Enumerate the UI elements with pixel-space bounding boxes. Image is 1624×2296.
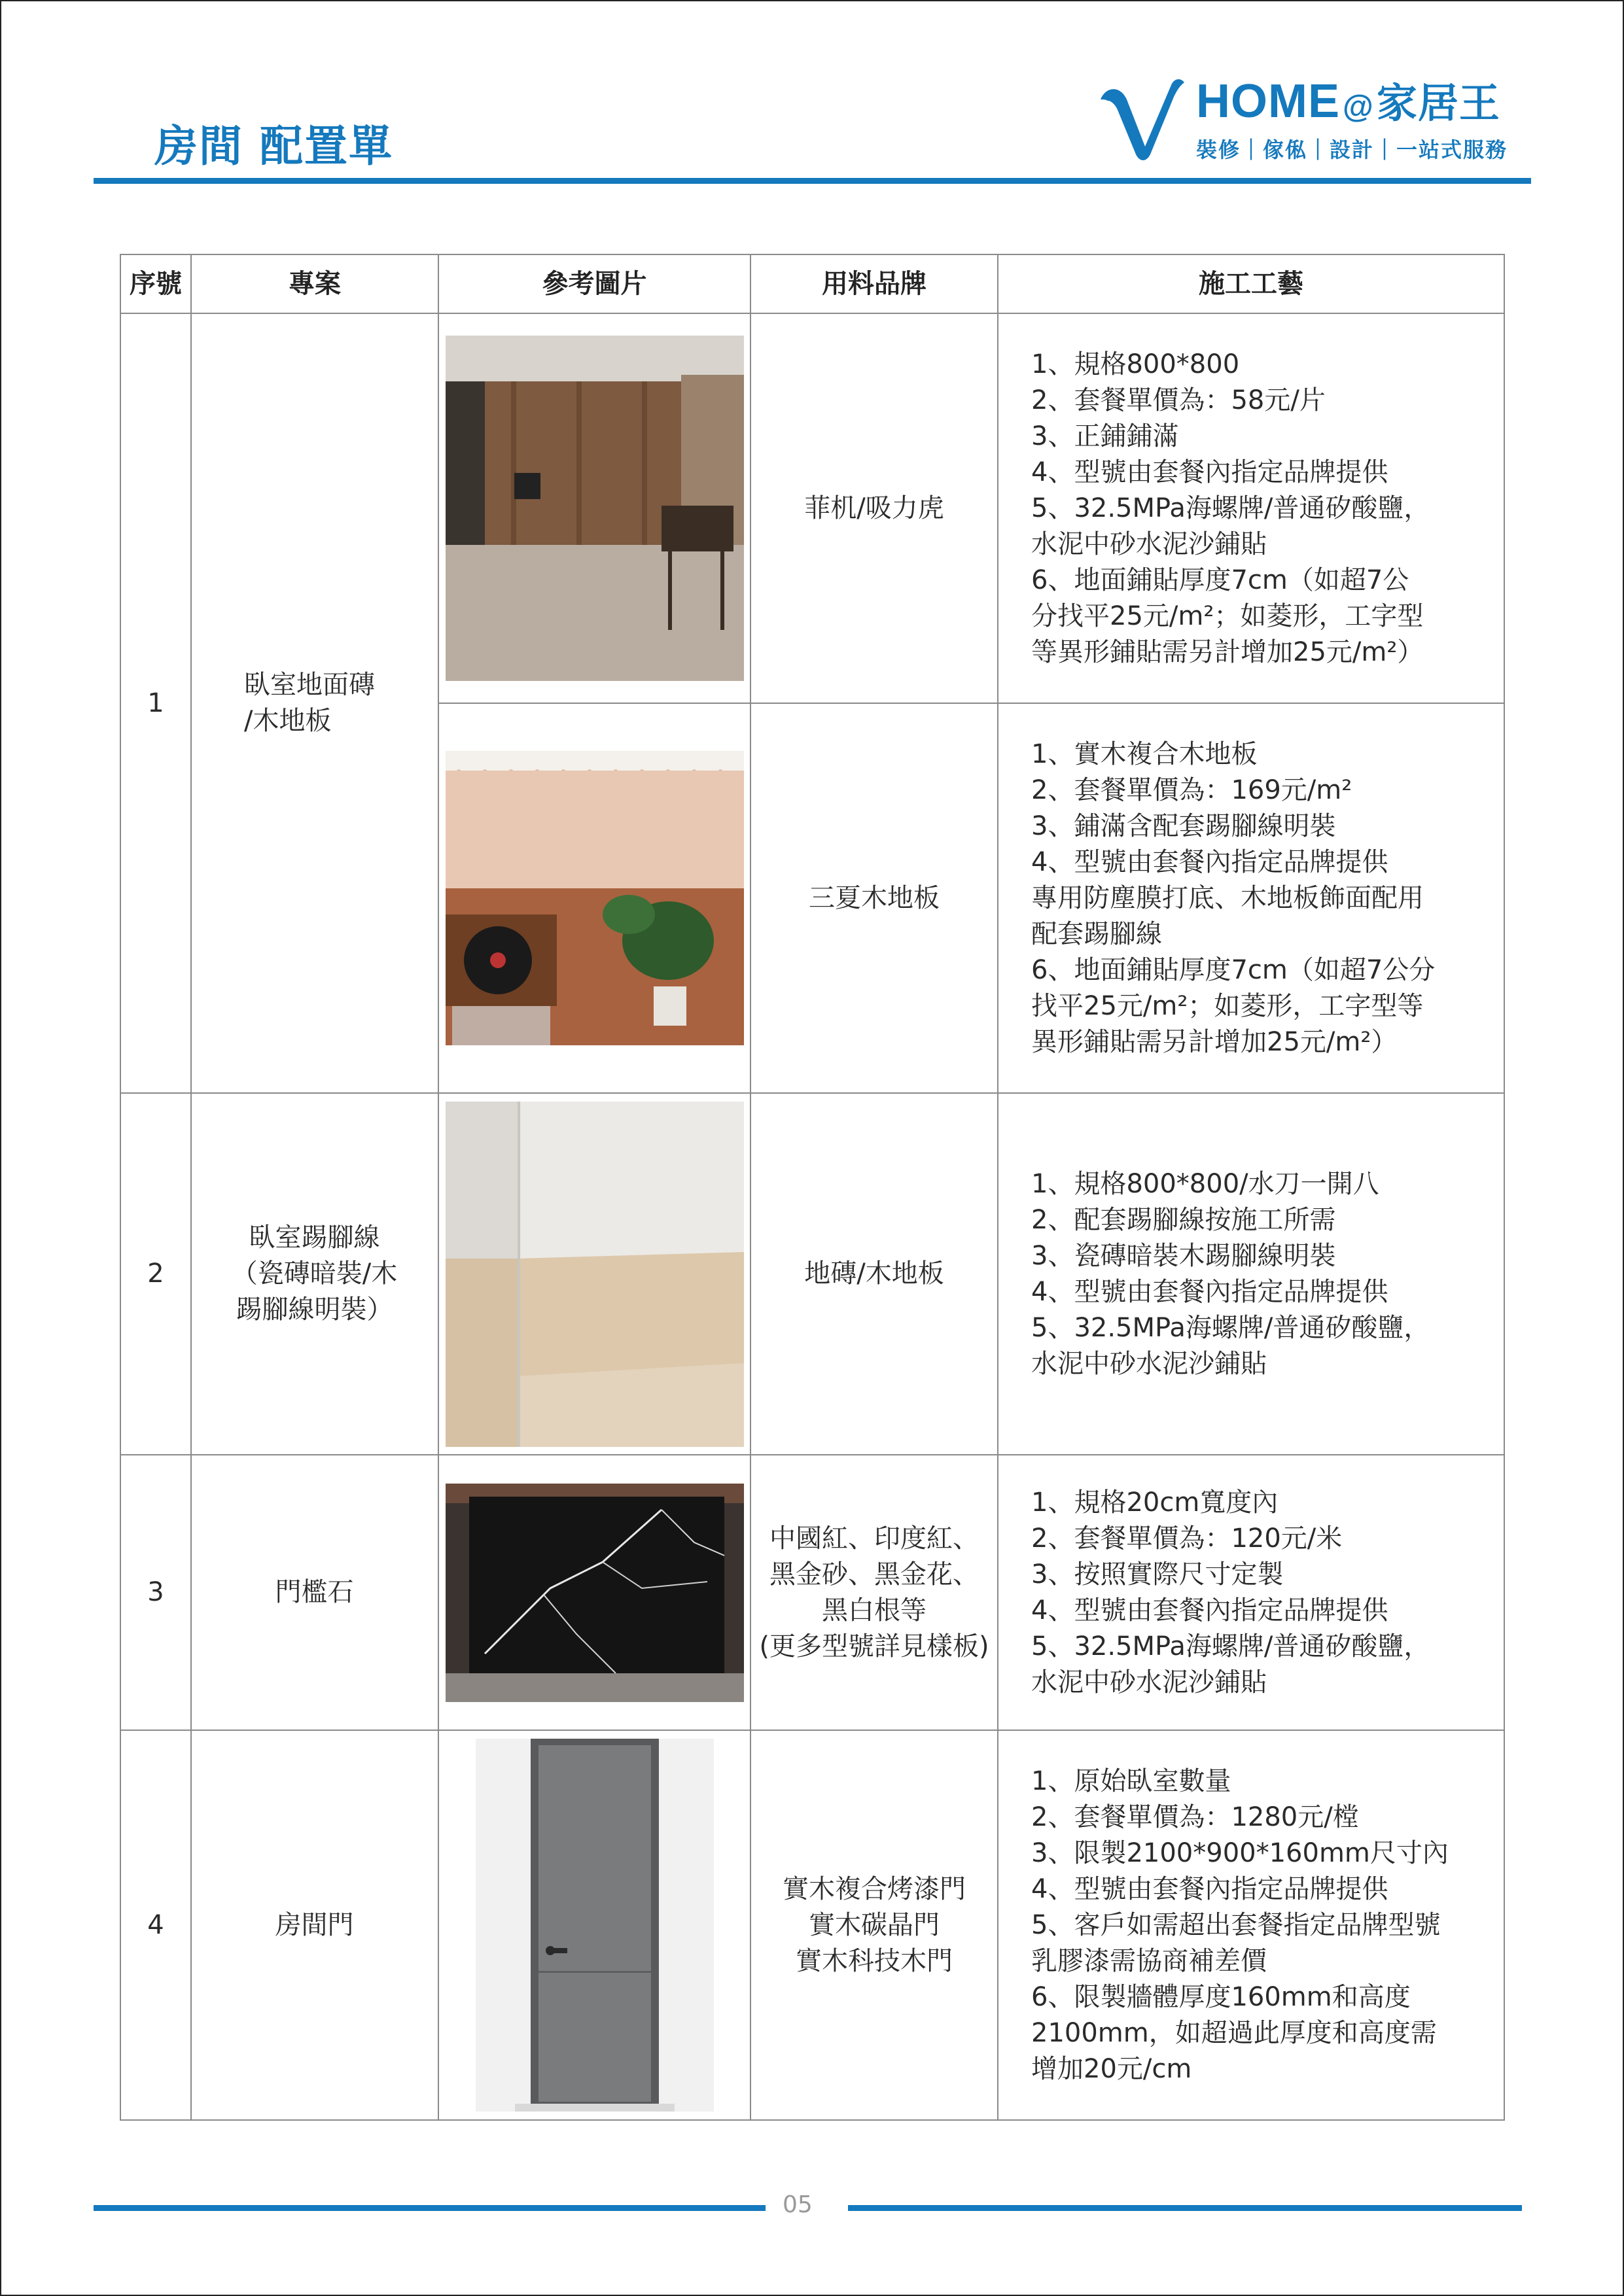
grey-wooden-door-image <box>476 1739 714 2112</box>
table-row <box>120 313 1504 703</box>
footer-rule-right <box>848 2205 1522 2211</box>
row-number: 1 <box>120 313 191 1093</box>
reference-image-cell <box>438 703 750 1093</box>
table-row <box>120 1455 1504 1730</box>
header-number: 序號 <box>120 254 191 313</box>
reference-image-cell <box>438 313 750 703</box>
configuration-table <box>120 254 1505 2121</box>
row-brand: 地磚/木地板 <box>750 1093 998 1455</box>
header-reference-image: 參考圖片 <box>438 254 750 313</box>
row-brand: 菲机/吸力虎 <box>750 313 998 703</box>
row-number: 2 <box>120 1093 191 1455</box>
header-divider <box>94 178 1531 184</box>
header-brand: 用料品牌 <box>750 254 998 313</box>
row-number: 4 <box>120 1730 191 2120</box>
v-logo-icon <box>1094 73 1192 165</box>
row-item: 門檻石 <box>191 1455 438 1730</box>
row-process: 1、規格800*800/水刀一開八 2、配套踢腳線按施工所需 3、瓷磚暗裝木踢腳線明裝 4、型號由套餐內指定品牌提供 5、32.5MPa海螺牌/普通矽酸鹽， 水泥中砂水泥沙鋪貼 <box>998 1093 1504 1455</box>
wood-floor-record-player-image <box>446 751 744 1045</box>
living-room-tile-floor-image <box>446 336 744 681</box>
table-row <box>120 1093 1504 1455</box>
skirting-line-corner-image <box>446 1102 744 1447</box>
brand-logo <box>1094 73 1539 165</box>
reference-image-cell <box>438 1730 750 2120</box>
page-number: 05 <box>783 2191 813 2218</box>
table-row <box>120 1730 1504 2120</box>
header-process: 施工工藝 <box>998 254 1504 313</box>
reference-image-cell <box>438 1455 750 1730</box>
footer-rule-left <box>94 2205 766 2211</box>
table-header-row <box>120 254 1504 313</box>
row-item: 房間門 <box>191 1730 438 2120</box>
logo-tagline: 裝修｜傢俬｜設計｜一站式服務 <box>1196 137 1508 162</box>
page-title: 房間 配置單 <box>154 121 393 171</box>
row-brand: 實木複合烤漆門 實木碳晶門 實木科技木門 <box>750 1730 998 2120</box>
row-brand: 三夏木地板 <box>750 703 998 1093</box>
row-item: 臥室地面磚 /木地板 <box>191 313 438 1093</box>
row-brand: 中國紅、印度紅、 黑金砂、黑金花、 黑白根等 (更多型號詳見樣板) <box>750 1455 998 1730</box>
header-item: 專案 <box>191 254 438 313</box>
row-process: 1、實木複合木地板 2、套餐單價為：169元/m² 3、鋪滿含配套踢腳線明裝 4、型號由套餐內指定品牌提供 專用防塵膜打底、木地板飾面配用 配套踢腳線 6、地面鋪貼厚度7cm（如超7公分 找平25元/m²；如菱形，工字型等 異形鋪貼需另計增加25元/m²） <box>998 703 1504 1093</box>
black-marble-slab-image <box>446 1484 744 1702</box>
row-process: 1、原始臥室數量 2、套餐單價為：1280元/樘 3、限製2100*900*160mm尺寸內 4、型號由套餐內指定品牌提供 5、客戶如需超出套餐指定品牌型號 乳膠漆需協商補差價 6、限製牆體厚度160mm和高度 2100mm，如超過此厚度和高度需 增加20元/cm <box>998 1730 1504 2120</box>
reference-image-cell <box>438 1093 750 1455</box>
row-item: 臥室踢腳線 （瓷磚暗裝/木 踢腳線明裝） <box>191 1093 438 1455</box>
row-number: 3 <box>120 1455 191 1730</box>
logo-wordmark: HOME@家居王 <box>1196 75 1500 128</box>
row-process: 1、規格800*800 2、套餐單價為：58元/片 3、正鋪鋪滿 4、型號由套餐內指定品牌提供 5、32.5MPa海螺牌/普通矽酸鹽， 水泥中砂水泥沙鋪貼 6、地面鋪貼厚度7cm（如超7公 分找平25元/m²；如菱形，工字型 等異形鋪貼需另計增加25元/m²） <box>998 313 1504 703</box>
row-process: 1、規格20cm寬度內 2、套餐單價為：120元/米 3、按照實際尺寸定製 4、型號由套餐內指定品牌提供 5、32.5MPa海螺牌/普通矽酸鹽， 水泥中砂水泥沙鋪貼 <box>998 1455 1504 1730</box>
